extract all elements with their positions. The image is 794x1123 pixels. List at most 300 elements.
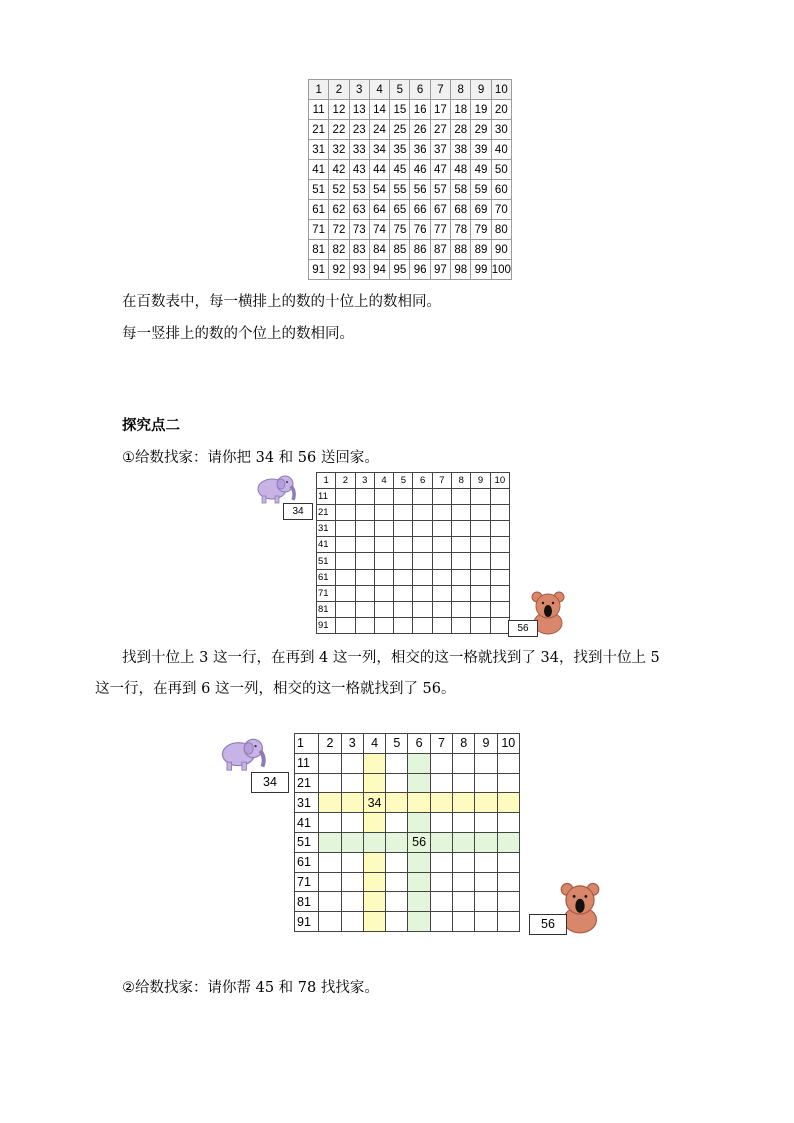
grid-empty-cell[interactable]	[341, 773, 363, 793]
grid-row-start-cell: 61	[317, 569, 336, 585]
grid-header-cell: 8	[452, 473, 471, 489]
task-1-text: ①给数找家：请你把 34 和 56 送回家。	[122, 450, 379, 466]
hundred-chart-cell: 11	[309, 100, 329, 120]
grid-empty-cell[interactable]	[452, 601, 471, 617]
grid-empty-cell[interactable]	[490, 617, 509, 633]
grid-empty-cell[interactable]	[432, 569, 451, 585]
grid-empty-cell[interactable]	[471, 505, 490, 521]
grid-empty-cell[interactable]	[497, 832, 519, 852]
grid-empty-cell[interactable]	[432, 537, 451, 553]
hundred-chart-cell: 52	[329, 180, 349, 200]
grid-empty-cell[interactable]	[471, 585, 490, 601]
grid-header-cell: 7	[432, 473, 451, 489]
grid-empty-cell[interactable]	[452, 521, 471, 537]
grid-empty-cell[interactable]	[336, 521, 355, 537]
hundred-chart-cell: 78	[451, 220, 471, 240]
highlighted-hundred-grid	[294, 733, 520, 932]
hundred-chart-cell: 86	[410, 240, 430, 260]
grid-header-cell: 2	[319, 734, 341, 754]
grid-empty-cell[interactable]	[471, 601, 490, 617]
grid-empty-cell[interactable]	[475, 872, 497, 892]
grid-empty-cell[interactable]	[341, 832, 363, 852]
grid-empty-cell[interactable]	[319, 852, 341, 872]
hundred-chart-cell: 36	[410, 140, 430, 160]
hundred-chart	[308, 79, 512, 280]
grid-empty-cell[interactable]	[497, 872, 519, 892]
grid-empty-cell[interactable]	[319, 813, 341, 833]
explanation-line-1: 找到十位上 3 这一行，在再到 4 这一列，相交的这一格就找到了 34，找到十位上 5	[122, 650, 660, 666]
hundred-chart-cell: 45	[390, 160, 410, 180]
hundred-chart-cell: 98	[451, 260, 471, 280]
grid-empty-cell[interactable]	[497, 773, 519, 793]
grid-row-start-cell: 31	[295, 793, 319, 813]
grid-empty-cell[interactable]	[432, 553, 451, 569]
grid-empty-cell[interactable]	[341, 852, 363, 872]
hundred-chart-cell: 32	[329, 140, 349, 160]
grid-empty-cell[interactable]	[394, 617, 413, 633]
grid-empty-cell[interactable]	[471, 537, 490, 553]
grid-empty-cell[interactable]	[336, 537, 355, 553]
grid-empty-cell[interactable]	[497, 892, 519, 912]
grid-empty-cell[interactable]	[408, 872, 430, 892]
grid-header-cell: 7	[430, 734, 452, 754]
grid-empty-cell[interactable]	[319, 793, 341, 813]
hundred-chart-cell: 59	[471, 180, 491, 200]
hundred-chart-cell: 100	[491, 260, 511, 280]
hundred-chart-cell: 69	[471, 200, 491, 220]
hundred-chart-cell: 21	[309, 120, 329, 140]
grid-empty-cell[interactable]	[374, 601, 393, 617]
grid-empty-cell[interactable]	[355, 553, 374, 569]
hundred-chart-cell: 95	[390, 260, 410, 280]
grid-empty-cell[interactable]	[452, 617, 471, 633]
grid-row-start-cell: 11	[317, 489, 336, 505]
grid-empty-cell[interactable]	[475, 813, 497, 833]
hundred-chart-cell: 51	[309, 180, 329, 200]
grid-empty-cell[interactable]	[374, 617, 393, 633]
row-rule-text: 在百数表中，每一横排上的数的十位上的数相同。	[122, 294, 441, 310]
grid-empty-cell[interactable]	[413, 489, 432, 505]
hundred-chart-cell: 8	[451, 80, 471, 100]
grid-empty-cell[interactable]	[490, 569, 509, 585]
hundred-chart-cell: 74	[369, 220, 389, 240]
grid-empty-cell[interactable]	[386, 793, 408, 813]
elephant-icon	[219, 733, 267, 773]
grid-empty-cell[interactable]	[413, 585, 432, 601]
hundred-chart-cell: 46	[410, 160, 430, 180]
hundred-chart-cell: 9	[471, 80, 491, 100]
grid-empty-cell[interactable]	[490, 537, 509, 553]
hundred-chart-cell: 39	[471, 140, 491, 160]
grid-row-start-cell: 51	[295, 832, 319, 852]
grid-empty-cell[interactable]	[471, 617, 490, 633]
grid-empty-cell[interactable]	[432, 585, 451, 601]
hundred-chart-cell: 50	[491, 160, 511, 180]
empty-hundred-grid	[316, 472, 510, 634]
grid-header-cell: 3	[355, 473, 374, 489]
grid-empty-cell[interactable]	[413, 553, 432, 569]
grid-row-start-cell: 21	[295, 773, 319, 793]
grid-empty-cell[interactable]	[363, 872, 385, 892]
grid-empty-cell[interactable]	[386, 912, 408, 932]
grid-empty-cell[interactable]	[430, 793, 452, 813]
grid-header-cell: 2	[336, 473, 355, 489]
grid-empty-cell[interactable]	[413, 505, 432, 521]
hundred-chart-cell: 92	[329, 260, 349, 280]
grid-empty-cell[interactable]	[430, 832, 452, 852]
grid-empty-cell[interactable]	[497, 813, 519, 833]
hundred-chart-cell: 6	[410, 80, 430, 100]
grid-empty-cell[interactable]	[408, 793, 430, 813]
grid-empty-cell[interactable]	[386, 773, 408, 793]
grid-empty-cell[interactable]	[355, 521, 374, 537]
grid-empty-cell[interactable]	[386, 753, 408, 773]
grid-empty-cell[interactable]	[408, 892, 430, 912]
grid-empty-cell[interactable]	[374, 569, 393, 585]
grid-empty-cell[interactable]	[475, 773, 497, 793]
grid-empty-cell[interactable]	[394, 505, 413, 521]
grid-empty-cell[interactable]	[453, 813, 475, 833]
grid-empty-cell[interactable]	[363, 912, 385, 932]
hundred-chart-cell: 7	[430, 80, 450, 100]
hundred-chart-cell: 18	[451, 100, 471, 120]
grid-empty-cell[interactable]	[374, 521, 393, 537]
hundred-chart-cell: 55	[390, 180, 410, 200]
column-rule-text: 每一竖排上的数的个位上的数相同。	[122, 326, 354, 342]
grid-empty-cell[interactable]	[374, 585, 393, 601]
hundred-chart-cell: 14	[369, 100, 389, 120]
hundred-chart-cell: 22	[329, 120, 349, 140]
hundred-chart-cell: 75	[390, 220, 410, 240]
grid-empty-cell[interactable]	[408, 773, 430, 793]
grid-empty-cell[interactable]	[432, 601, 451, 617]
grid-empty-cell[interactable]	[432, 617, 451, 633]
grid-empty-cell[interactable]	[490, 489, 509, 505]
grid-empty-cell[interactable]	[452, 489, 471, 505]
grid-empty-cell[interactable]	[374, 489, 393, 505]
grid-empty-cell[interactable]	[453, 753, 475, 773]
grid-row-start-cell: 81	[317, 601, 336, 617]
hundred-chart-cell: 13	[349, 100, 369, 120]
grid-header-cell: 10	[490, 473, 509, 489]
grid-empty-cell[interactable]	[452, 537, 471, 553]
grid-empty-cell[interactable]	[471, 569, 490, 585]
hundred-chart-cell: 72	[329, 220, 349, 240]
grid-empty-cell[interactable]	[363, 813, 385, 833]
grid-empty-cell[interactable]	[363, 832, 385, 852]
grid-empty-cell[interactable]	[453, 793, 475, 813]
hundred-chart-cell: 4	[369, 80, 389, 100]
number-tag-56: 56	[508, 620, 538, 637]
grid-empty-cell[interactable]	[413, 601, 432, 617]
grid-empty-cell[interactable]	[452, 585, 471, 601]
hundred-chart-cell: 89	[471, 240, 491, 260]
grid-header-cell: 8	[453, 734, 475, 754]
grid-empty-cell[interactable]	[355, 617, 374, 633]
hundred-chart-cell: 43	[349, 160, 369, 180]
hundred-chart-cell: 15	[390, 100, 410, 120]
hundred-chart-cell: 42	[329, 160, 349, 180]
grid-header-cell: 1	[317, 473, 336, 489]
grid-empty-cell[interactable]	[341, 793, 363, 813]
grid-empty-cell[interactable]	[430, 872, 452, 892]
hundred-chart-cell: 37	[430, 140, 450, 160]
hundred-chart-cell: 87	[430, 240, 450, 260]
grid-empty-cell[interactable]	[336, 601, 355, 617]
hundred-chart-cell: 16	[410, 100, 430, 120]
grid-empty-cell[interactable]	[490, 553, 509, 569]
hundred-chart-cell: 54	[369, 180, 389, 200]
grid-empty-cell[interactable]	[336, 569, 355, 585]
number-tag-34-large: 34	[251, 772, 289, 793]
grid-empty-cell[interactable]	[341, 872, 363, 892]
grid-empty-cell[interactable]	[374, 553, 393, 569]
grid-empty-cell[interactable]	[355, 601, 374, 617]
hundred-chart-cell: 44	[369, 160, 389, 180]
grid-empty-cell[interactable]	[386, 832, 408, 852]
grid-empty-cell[interactable]	[355, 569, 374, 585]
grid-row-start-cell: 31	[317, 521, 336, 537]
grid-empty-cell[interactable]	[374, 505, 393, 521]
placed-number-56[interactable]: 56	[408, 832, 430, 852]
hundred-chart-cell: 5	[390, 80, 410, 100]
grid-empty-cell[interactable]	[408, 813, 430, 833]
grid-empty-cell[interactable]	[413, 521, 432, 537]
grid-row-start-cell: 41	[295, 813, 319, 833]
grid-empty-cell[interactable]	[319, 892, 341, 912]
grid-empty-cell[interactable]	[490, 521, 509, 537]
hundred-chart-cell: 66	[410, 200, 430, 220]
grid-empty-cell[interactable]	[336, 505, 355, 521]
grid-empty-cell[interactable]	[413, 537, 432, 553]
grid-empty-cell[interactable]	[336, 617, 355, 633]
hundred-chart-cell: 94	[369, 260, 389, 280]
hundred-chart-cell: 77	[430, 220, 450, 240]
hundred-chart-cell: 33	[349, 140, 369, 160]
number-tag-56-large: 56	[529, 914, 567, 935]
hundred-chart-cell: 41	[309, 160, 329, 180]
grid-empty-cell[interactable]	[497, 753, 519, 773]
grid-empty-cell[interactable]	[355, 505, 374, 521]
grid-row-start-cell: 81	[295, 892, 319, 912]
hundred-chart-cell: 20	[491, 100, 511, 120]
grid-empty-cell[interactable]	[319, 832, 341, 852]
hundred-chart-cell: 17	[430, 100, 450, 120]
grid-row-start-cell: 11	[295, 753, 319, 773]
grid-empty-cell[interactable]	[490, 585, 509, 601]
grid-row-start-cell: 41	[317, 537, 336, 553]
hundred-chart-cell: 27	[430, 120, 450, 140]
hundred-chart-cell: 73	[349, 220, 369, 240]
hundred-chart-cell: 71	[309, 220, 329, 240]
grid-empty-cell[interactable]	[355, 489, 374, 505]
grid-empty-cell[interactable]	[408, 912, 430, 932]
grid-empty-cell[interactable]	[319, 872, 341, 892]
grid-header-cell: 6	[408, 734, 430, 754]
grid-empty-cell[interactable]	[408, 852, 430, 872]
grid-empty-cell[interactable]	[363, 773, 385, 793]
grid-row-start-cell: 91	[317, 617, 336, 633]
hundred-chart-cell: 65	[390, 200, 410, 220]
grid-empty-cell[interactable]	[452, 505, 471, 521]
hundred-chart-cell: 26	[410, 120, 430, 140]
grid-empty-cell[interactable]	[336, 585, 355, 601]
grid-empty-cell[interactable]	[430, 813, 452, 833]
grid-empty-cell[interactable]	[341, 912, 363, 932]
grid-header-cell: 3	[341, 734, 363, 754]
hundred-chart-cell: 83	[349, 240, 369, 260]
grid-empty-cell[interactable]	[432, 521, 451, 537]
hundred-chart-cell: 99	[471, 260, 491, 280]
hundred-chart-cell: 12	[329, 100, 349, 120]
grid-header-cell: 10	[497, 734, 519, 754]
hundred-chart-cell: 62	[329, 200, 349, 220]
grid-empty-cell[interactable]	[386, 892, 408, 912]
hundred-chart-cell: 82	[329, 240, 349, 260]
hundred-chart-cell: 48	[451, 160, 471, 180]
grid-header-cell: 4	[374, 473, 393, 489]
hundred-chart-cell: 90	[491, 240, 511, 260]
grid-empty-cell[interactable]	[413, 617, 432, 633]
hundred-chart-cell: 29	[471, 120, 491, 140]
hundred-chart-cell: 64	[369, 200, 389, 220]
grid-empty-cell[interactable]	[386, 872, 408, 892]
hundred-chart-cell: 3	[349, 80, 369, 100]
grid-empty-cell[interactable]	[363, 892, 385, 912]
hundred-chart-cell: 53	[349, 180, 369, 200]
grid-row-start-cell: 91	[295, 912, 319, 932]
grid-header-cell: 5	[386, 734, 408, 754]
hundred-chart-cell: 34	[369, 140, 389, 160]
hundred-chart-cell: 58	[451, 180, 471, 200]
grid-empty-cell[interactable]	[394, 521, 413, 537]
grid-empty-cell[interactable]	[471, 489, 490, 505]
hundred-chart-cell: 49	[471, 160, 491, 180]
hundred-chart-cell: 57	[430, 180, 450, 200]
elephant-icon	[255, 472, 297, 504]
hundred-chart-cell: 97	[430, 260, 450, 280]
hundred-chart-cell: 61	[309, 200, 329, 220]
grid-empty-cell[interactable]	[394, 601, 413, 617]
grid-empty-cell[interactable]	[452, 569, 471, 585]
grid-empty-cell[interactable]	[453, 872, 475, 892]
grid-empty-cell[interactable]	[497, 912, 519, 932]
grid-empty-cell[interactable]	[336, 553, 355, 569]
hundred-chart-cell: 91	[309, 260, 329, 280]
grid-empty-cell[interactable]	[430, 892, 452, 912]
grid-empty-cell[interactable]	[394, 537, 413, 553]
grid-empty-cell[interactable]	[394, 553, 413, 569]
grid-empty-cell[interactable]	[452, 553, 471, 569]
grid-empty-cell[interactable]	[394, 585, 413, 601]
hundred-chart-cell: 25	[390, 120, 410, 140]
hundred-chart-cell: 10	[491, 80, 511, 100]
grid-empty-cell[interactable]	[471, 553, 490, 569]
grid-empty-cell[interactable]	[453, 912, 475, 932]
grid-empty-cell[interactable]	[471, 521, 490, 537]
grid-empty-cell[interactable]	[490, 601, 509, 617]
grid-empty-cell[interactable]	[430, 852, 452, 872]
grid-empty-cell[interactable]	[497, 852, 519, 872]
grid-empty-cell[interactable]	[430, 912, 452, 932]
grid-empty-cell[interactable]	[319, 912, 341, 932]
hundred-chart-cell: 35	[390, 140, 410, 160]
grid-empty-cell[interactable]	[394, 569, 413, 585]
grid-empty-cell[interactable]	[386, 813, 408, 833]
hundred-chart-cell: 30	[491, 120, 511, 140]
grid-empty-cell[interactable]	[453, 892, 475, 912]
grid-row-start-cell: 71	[295, 872, 319, 892]
placed-number-34[interactable]: 34	[363, 793, 385, 813]
grid-empty-cell[interactable]	[490, 505, 509, 521]
grid-empty-cell[interactable]	[430, 773, 452, 793]
grid-empty-cell[interactable]	[453, 832, 475, 852]
grid-empty-cell[interactable]	[386, 852, 408, 872]
hundred-chart-cell: 47	[430, 160, 450, 180]
grid-empty-cell[interactable]	[319, 773, 341, 793]
grid-header-cell: 9	[475, 734, 497, 754]
task-2-text: ②给数找家：请你帮 45 和 78 找找家。	[122, 980, 379, 996]
grid-empty-cell[interactable]	[432, 489, 451, 505]
grid-empty-cell[interactable]	[355, 537, 374, 553]
grid-header-cell: 5	[394, 473, 413, 489]
hundred-chart-cell: 81	[309, 240, 329, 260]
grid-empty-cell[interactable]	[408, 753, 430, 773]
section-heading: 探究点二	[122, 417, 180, 434]
grid-row-start-cell: 51	[317, 553, 336, 569]
grid-empty-cell[interactable]	[475, 892, 497, 912]
grid-header-cell: 1	[295, 734, 319, 754]
grid-empty-cell[interactable]	[341, 813, 363, 833]
hundred-chart-cell: 31	[309, 140, 329, 160]
grid-empty-cell[interactable]	[363, 753, 385, 773]
grid-row-start-cell: 71	[317, 585, 336, 601]
grid-empty-cell[interactable]	[413, 569, 432, 585]
grid-empty-cell[interactable]	[475, 753, 497, 773]
grid-empty-cell[interactable]	[341, 892, 363, 912]
grid-empty-cell[interactable]	[453, 852, 475, 872]
hundred-chart-cell: 60	[491, 180, 511, 200]
hundred-chart-cell: 93	[349, 260, 369, 280]
grid-header-cell: 4	[363, 734, 385, 754]
number-tag-34: 34	[283, 503, 313, 520]
hundred-chart-cell: 79	[471, 220, 491, 240]
grid-empty-cell[interactable]	[475, 832, 497, 852]
grid-empty-cell[interactable]	[475, 852, 497, 872]
grid-row-start-cell: 61	[295, 852, 319, 872]
hundred-chart-cell: 84	[369, 240, 389, 260]
grid-empty-cell[interactable]	[430, 753, 452, 773]
grid-empty-cell[interactable]	[497, 793, 519, 813]
hundred-chart-cell: 56	[410, 180, 430, 200]
hundred-chart-cell: 23	[349, 120, 369, 140]
grid-empty-cell[interactable]	[319, 753, 341, 773]
hundred-chart-cell: 40	[491, 140, 511, 160]
grid-empty-cell[interactable]	[374, 537, 393, 553]
hundred-chart-cell: 68	[451, 200, 471, 220]
grid-empty-cell[interactable]	[453, 773, 475, 793]
grid-empty-cell[interactable]	[394, 489, 413, 505]
hundred-chart-cell: 38	[451, 140, 471, 160]
grid-empty-cell[interactable]	[363, 852, 385, 872]
grid-empty-cell[interactable]	[336, 489, 355, 505]
grid-empty-cell[interactable]	[475, 793, 497, 813]
grid-empty-cell[interactable]	[432, 505, 451, 521]
grid-empty-cell[interactable]	[355, 585, 374, 601]
grid-empty-cell[interactable]	[475, 912, 497, 932]
grid-empty-cell[interactable]	[341, 753, 363, 773]
hundred-chart-cell: 24	[369, 120, 389, 140]
